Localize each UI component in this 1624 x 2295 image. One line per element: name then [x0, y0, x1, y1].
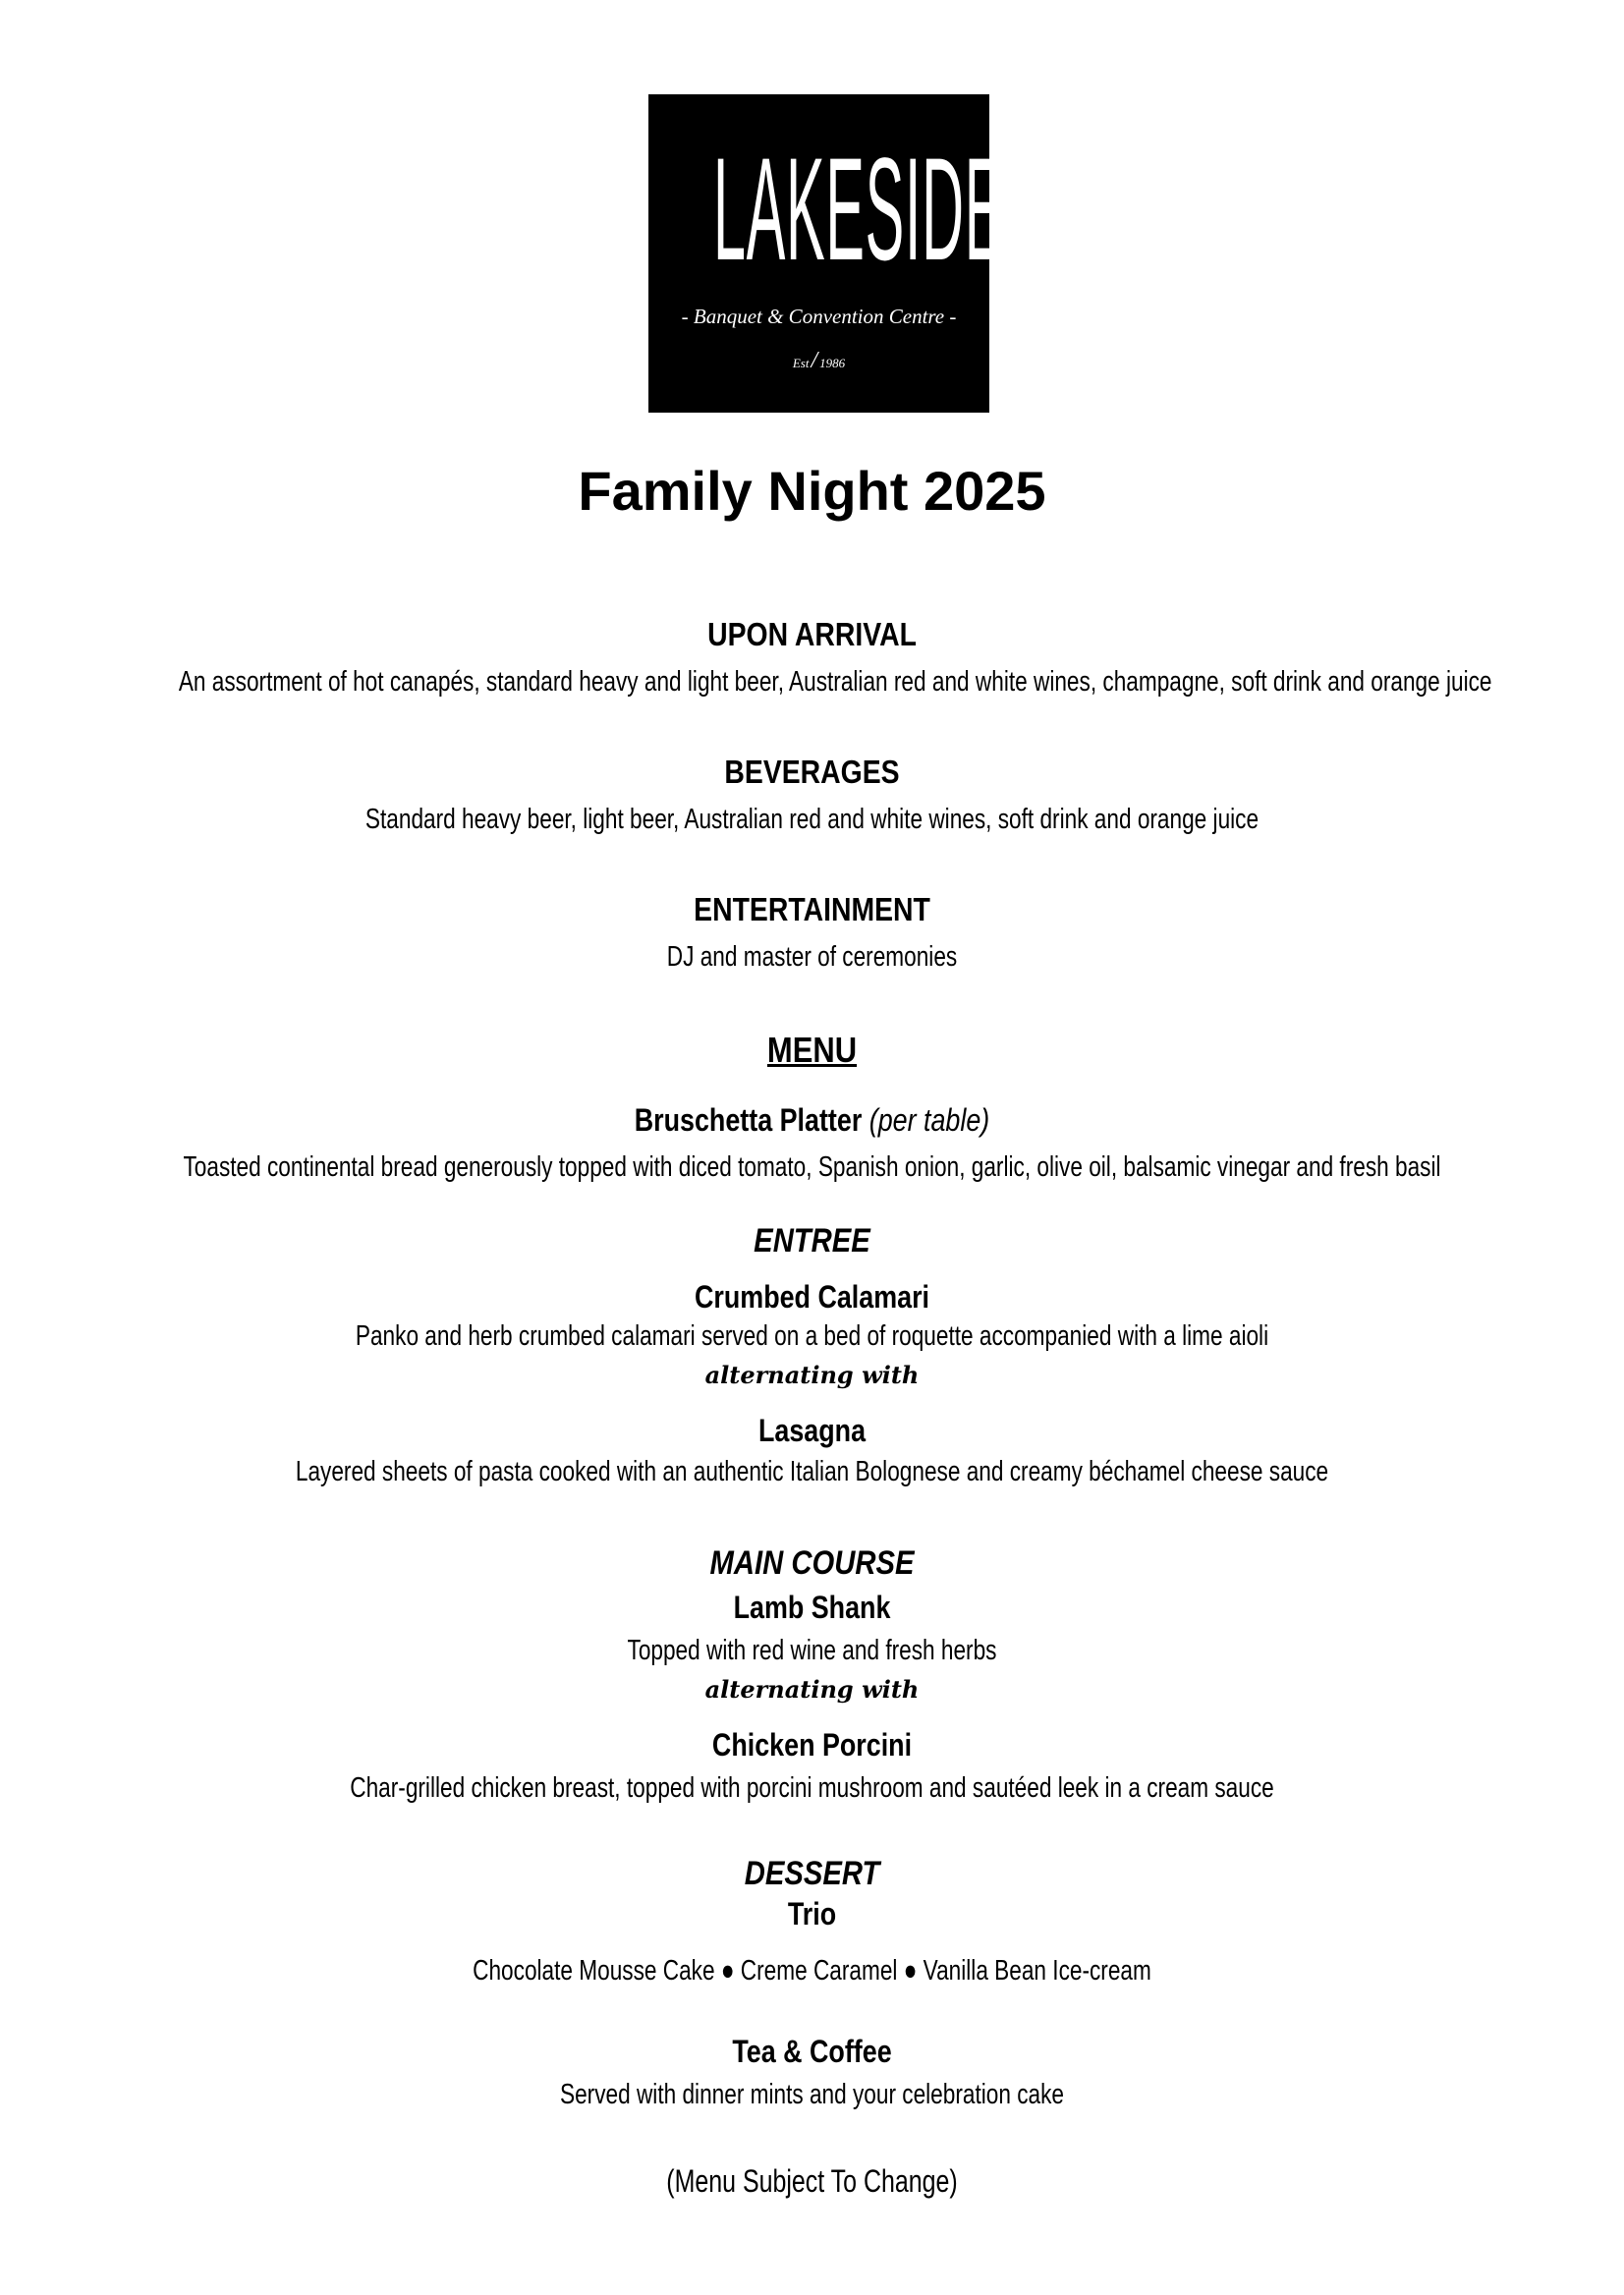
beverages-heading: BEVERAGES — [724, 754, 900, 790]
entree-item-calamari-desc: Panko and herb crumbed calamari served on a bed of roquette accompanied with a lime aioli — [355, 1320, 1269, 1352]
logo-tagline: - Banquet & Convention Centre - — [681, 305, 957, 328]
arrival-text: An assortment of hot canapés, standard heavy and light beer, Australian red and white wines, champagne, soft drink and orange juice — [178, 666, 1492, 698]
bruschetta-name: Bruschetta Platter — [634, 1102, 863, 1138]
alternating-label: alternating with — [704, 1361, 920, 1389]
entertainment-heading: ENTERTAINMENT — [694, 891, 930, 927]
logo-wordmark: LAKESIDE — [712, 128, 1005, 292]
arrival-heading: UPON ARRIVAL — [707, 616, 917, 652]
beverages-text: Standard heavy beer, light beer, Australian red and white wines, soft drink and orange juice — [364, 804, 1260, 835]
main-item-chicken-porcini-desc: Char-grilled chicken breast, topped with porcini mushroom and sautéed leek in a cream sauce — [350, 1772, 1274, 1804]
main-item-lamb-shank-desc: Topped with red wine and fresh herbs — [627, 1635, 997, 1666]
alternating-label: alternating with — [704, 1675, 920, 1704]
bruschetta-title — [130, 1100, 1494, 1140]
page-title: Family Night 2025 — [578, 460, 1046, 522]
lakeside-logo — [648, 94, 1005, 413]
entree-item-lasagna-desc: Layered sheets of pasta cooked with an authentic Italian Bolognese and creamy béchamel cheese sauce — [295, 1456, 1329, 1487]
menu-disclaimer: (Menu Subject To Change) — [666, 2163, 958, 2199]
main-course-heading: MAIN COURSE — [709, 1544, 915, 1582]
entree-item-calamari: Crumbed Calamari — [694, 1279, 930, 1315]
logo-established: Est/ 1986 — [792, 348, 846, 373]
tea-coffee-title: Tea & Coffee — [732, 2034, 892, 2069]
entertainment-text: DJ and master of ceremonies — [666, 941, 958, 973]
dessert-item-trio-desc: Chocolate Mousse Cake ● Creme Caramel ● Vanilla Bean Ice-cream — [473, 1955, 1151, 1987]
entree-item-lasagna: Lasagna — [757, 1413, 867, 1448]
menu-heading: MENU — [766, 1030, 858, 1070]
tea-coffee-desc: Served with dinner mints and your celebration cake — [560, 2079, 1064, 2110]
dessert-heading: DESSERT — [744, 1855, 880, 1892]
dessert-item-trio: Trio — [787, 1896, 837, 1931]
entree-heading: ENTREE — [754, 1222, 870, 1259]
bruschetta-desc: Toasted continental bread generously topped with diced tomato, Spanish onion, garlic, olive oil, balsamic vinegar and fresh basil — [183, 1151, 1441, 1183]
bruschetta-note: (per table) — [868, 1102, 990, 1138]
main-item-lamb-shank: Lamb Shank — [733, 1590, 891, 1625]
main-item-chicken-porcini: Chicken Porcini — [711, 1727, 913, 1763]
